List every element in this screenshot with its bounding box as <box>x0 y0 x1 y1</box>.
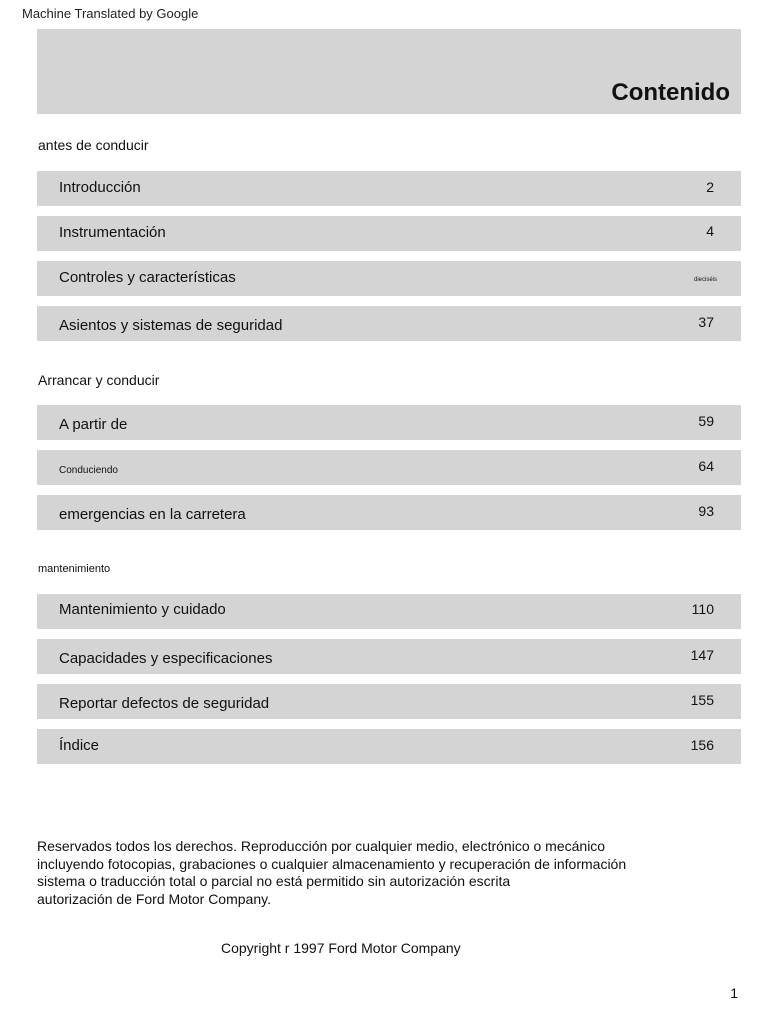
toc-row-label: emergencias en la carretera <box>59 506 246 523</box>
toc-row-label: Reportar defectos de seguridad <box>59 695 270 712</box>
toc-row-page: 156 <box>690 737 714 753</box>
toc-row-instrumentation[interactable] <box>37 216 741 251</box>
toc-row-page: 59 <box>698 413 714 429</box>
toc-row-page: 37 <box>698 314 714 330</box>
toc-row-label: Instrumentación <box>59 224 166 241</box>
toc-row-label: Índice <box>59 737 100 754</box>
machine-translation-banner: Machine Translated by Google <box>22 6 199 21</box>
toc-row-starting[interactable] <box>37 405 741 440</box>
rights-line: autorización de Ford Motor Company. <box>37 890 271 907</box>
toc-row-roadside-emergencies[interactable] <box>37 495 741 530</box>
toc-row-page: 2 <box>706 179 714 195</box>
toc-row-page: 4 <box>706 223 714 239</box>
toc-row-page: 93 <box>698 503 714 519</box>
toc-row-label: Capacidades y especificaciones <box>59 650 273 667</box>
toc-row-report-safety-defects[interactable] <box>37 684 741 719</box>
toc-row-page: 110 <box>691 601 714 617</box>
toc-row-page: 147 <box>690 647 714 663</box>
toc-row-capacities-specs[interactable] <box>37 639 741 674</box>
rights-line: sistema o traducción total o parcial no está permitido sin autorización escrita <box>37 873 511 889</box>
toc-row-page: 155 <box>690 692 714 708</box>
toc-row-driving[interactable] <box>37 450 741 485</box>
toc-row-controls[interactable] <box>37 261 741 296</box>
page-number: 1 <box>730 985 738 1001</box>
toc-row-seats-safety[interactable] <box>37 306 741 341</box>
toc-row-page: 64 <box>698 458 714 474</box>
toc-row-maintenance-care[interactable] <box>37 594 741 629</box>
contents-header <box>37 29 741 114</box>
section-label-before-driving: antes de conducir <box>38 137 149 153</box>
toc-row-label: Asientos y sistemas de seguridad <box>59 317 283 334</box>
section-label-starting-driving: Arrancar y conducir <box>38 372 160 388</box>
toc-row-label: Controles y características <box>59 269 236 286</box>
toc-row-label: Introducción <box>59 179 141 196</box>
rights-line: incluyendo fotocopias, grabaciones o cualquier almacenamiento y recuperación de información <box>37 855 627 872</box>
toc-row-label: A partir de <box>59 416 128 433</box>
section-label-maintenance: mantenimiento <box>38 563 111 575</box>
toc-row-introduction[interactable] <box>37 171 741 206</box>
toc-row-label: Conduciendo <box>59 465 118 476</box>
page-title: Contenido <box>611 79 730 106</box>
rights-notice <box>37 838 737 908</box>
copyright-notice: Copyright r 1997 Ford Motor Company <box>221 940 461 956</box>
toc-row-index[interactable] <box>37 729 741 764</box>
toc-row-label: Mantenimiento y cuidado <box>59 601 226 618</box>
rights-line: Reservados todos los derechos. Reproducción por cualquier medio, electrónico o mecánico <box>37 838 606 854</box>
toc-row-page: dieciséis <box>693 277 717 283</box>
